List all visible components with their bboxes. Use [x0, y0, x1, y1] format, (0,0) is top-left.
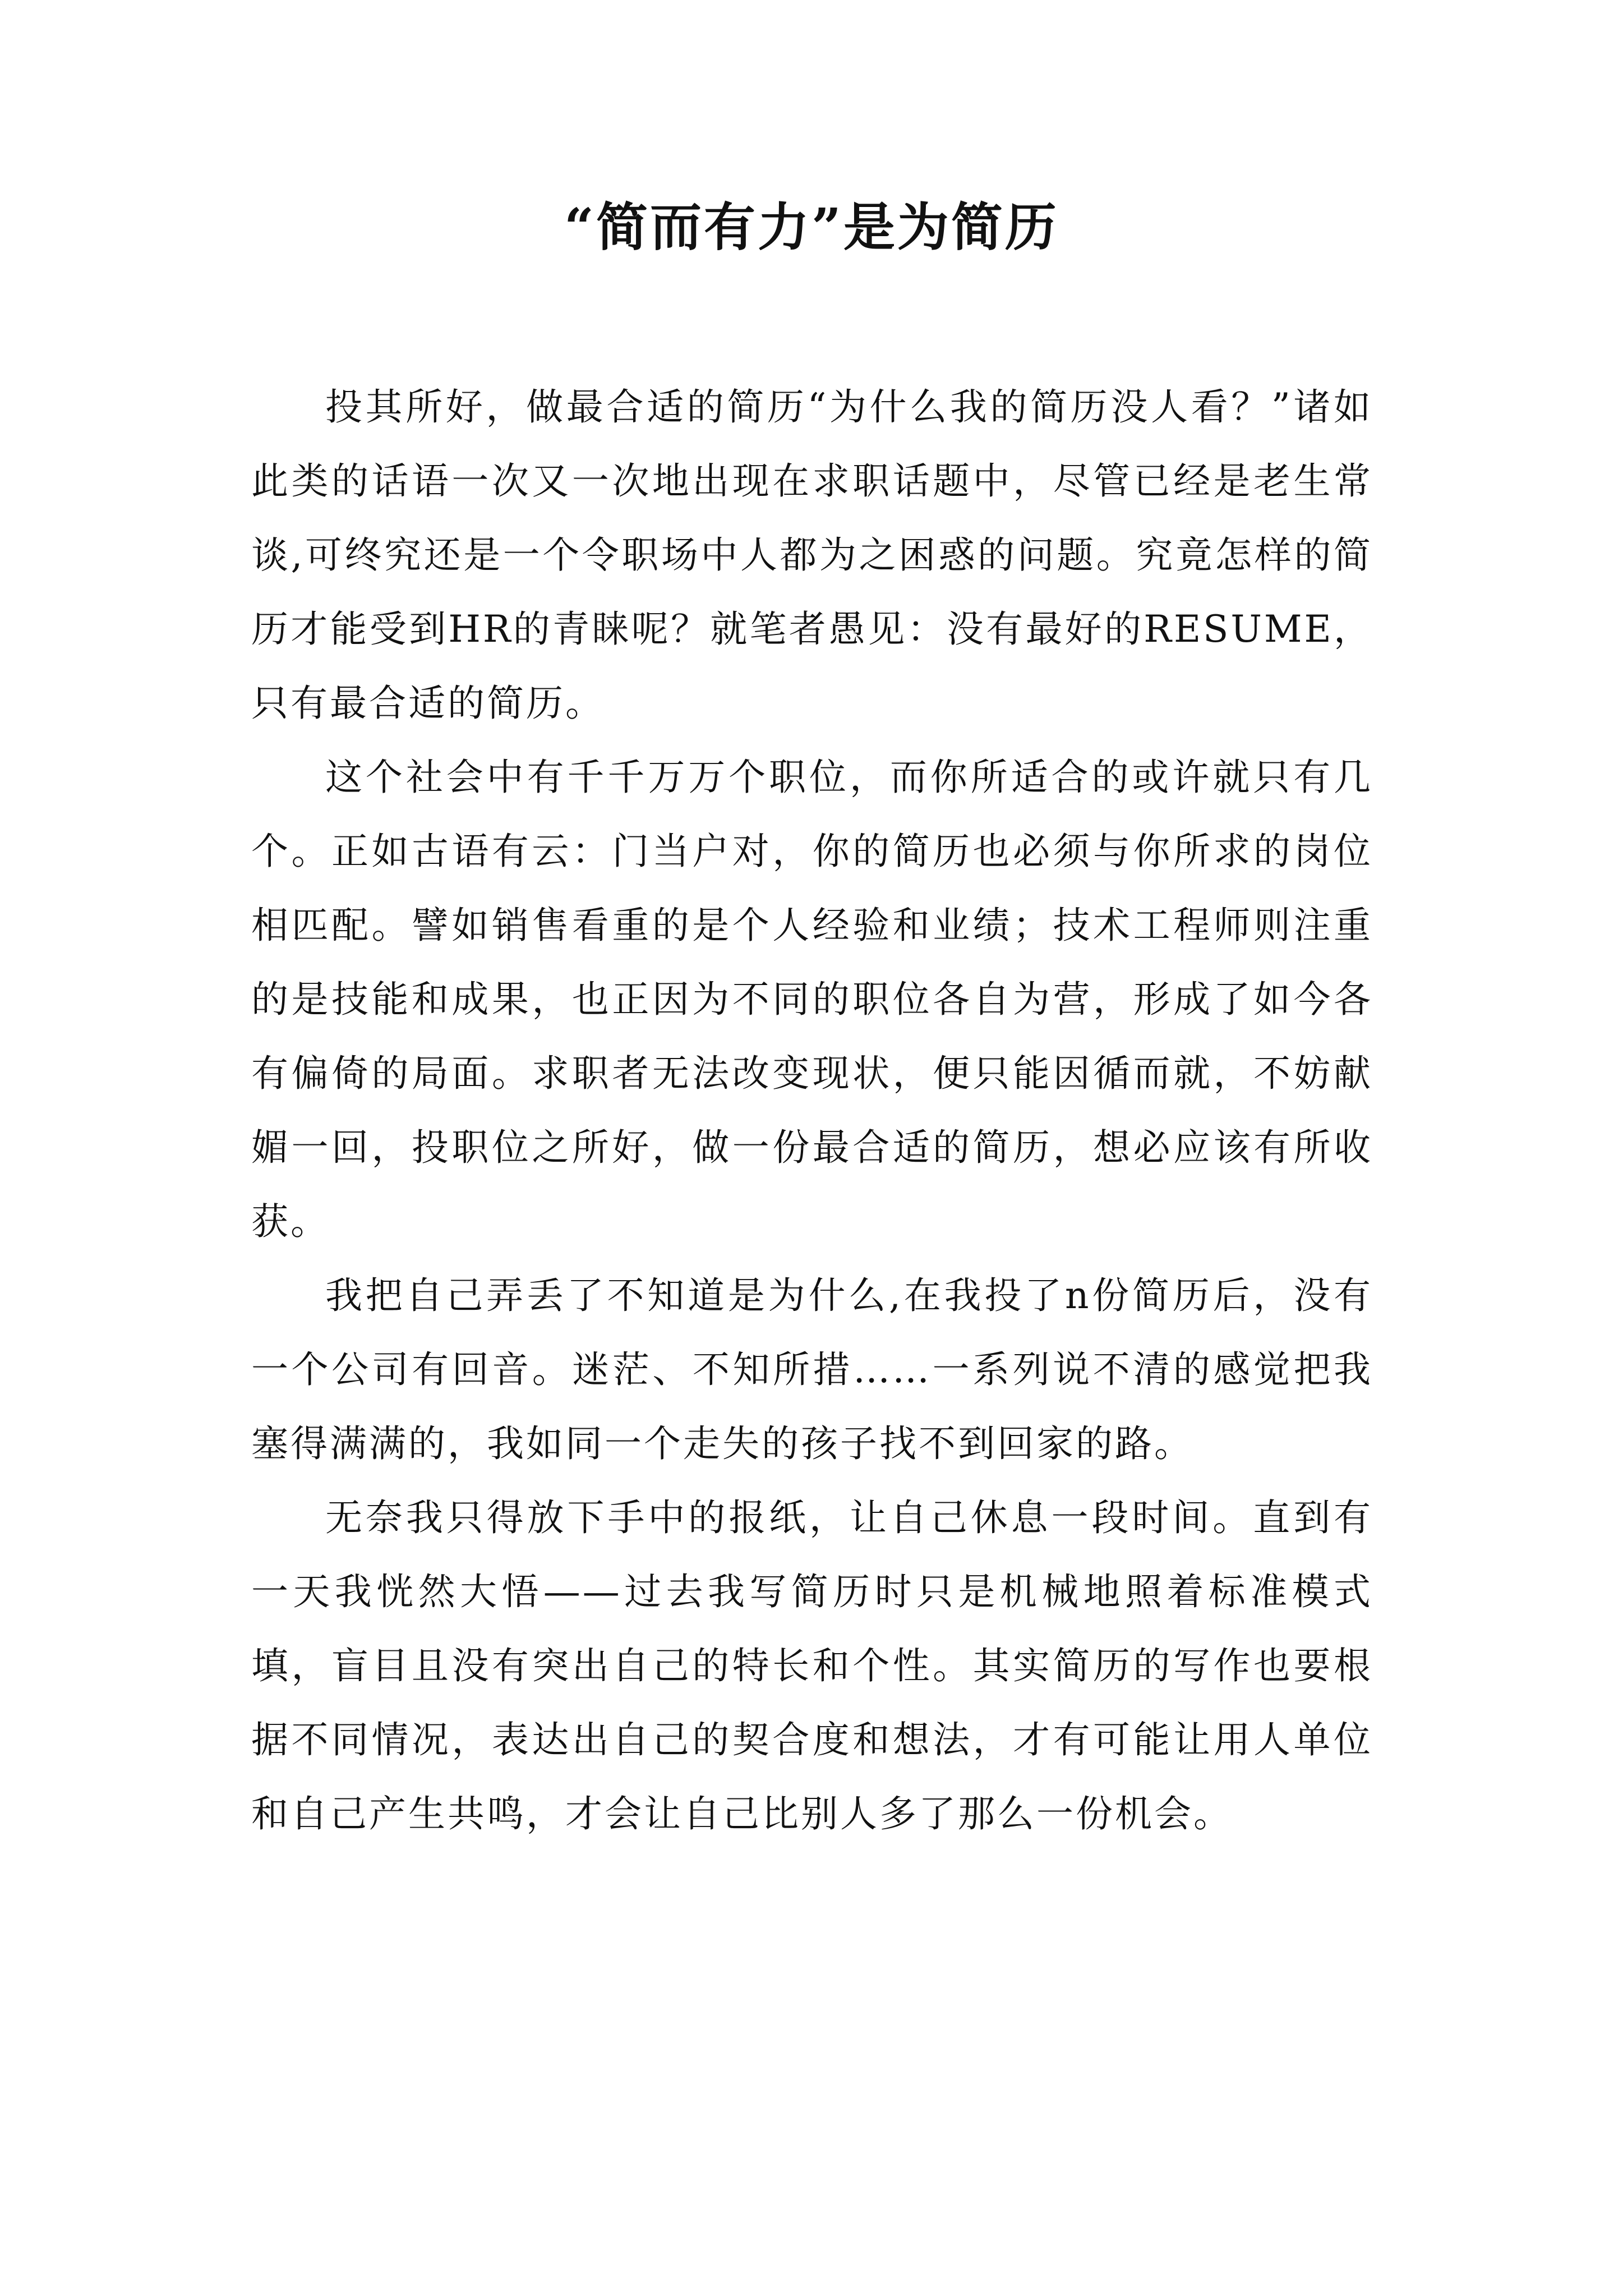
paragraph-2: 这个社会中有千千万万个职位，而你所适合的或许就只有几个。正如古语有云：门当户对，你的简历也必须与你所求的岗位相匹配。譬如销售看重的是个人经验和业绩；技术工程师则注重的是技能和成果，也正因为不同的职位各自为营，形成了如今各有偏倚的局面。求职者无法改变现状，便只能因循而就，不妨献媚一回，投职位之所好，做一份最合适的简历，想必应该有所收获。 [251, 756, 1373, 1243]
paragraph-3: 我把自己弄丢了不知道是为什么,在我投了n份简历后，没有一个公司有回音。迷茫、不知所措……一系列说不清的感觉把我塞得满满的，我如同一个走失的孩子找不到回家的路。 [251, 1274, 1373, 1465]
paragraph-1: 投其所好，做最合适的简历“为什么我的简历没人看？”诸如此类的话语一次又一次地出现在求职话题中，尽管已经是老生常谈,可终究还是一个令职场中人都为之困惑的问题。究竟怎样的简历才能受到HR的青睐呢？就笔者愚见：没有最好的RESUME，只有最合适的简历。 [251, 385, 1373, 725]
document-title: “简而有力”是为简历 [564, 197, 1059, 257]
document-body [251, 370, 1373, 1851]
paragraph-4: 无奈我只得放下手中的报纸，让自己休息一段时间。直到有一天我恍然大悟——过去我写简历时只是机械地照着标准模式填，盲目且没有突出自己的特长和个性。其实简历的写作也要根据不同情况，表达出自己的契合度和想法，才有可能让用人单位和自己产生共鸣，才会让自己比别人多了那么一份机会。 [251, 1496, 1373, 1835]
